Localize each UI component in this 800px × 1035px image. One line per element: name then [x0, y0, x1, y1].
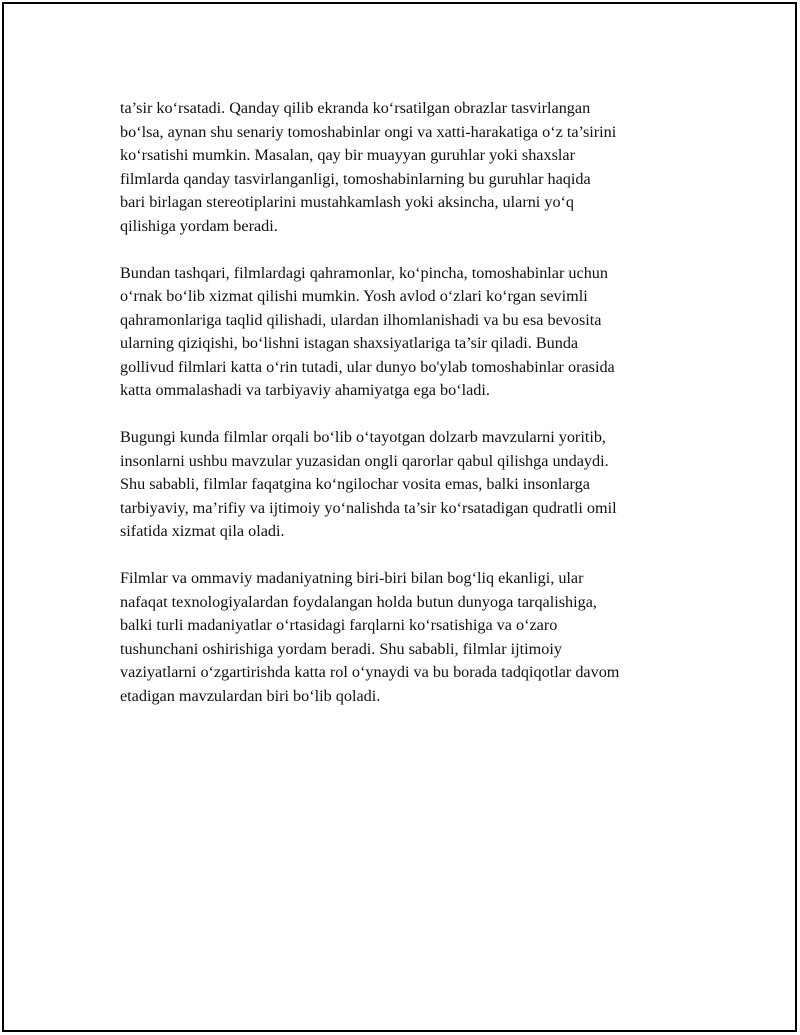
paragraph-4 — [120, 567, 700, 708]
document-body — [120, 97, 700, 732]
text-line: sifatida xizmat qila oladi. — [120, 522, 285, 540]
text-line: Shu sababli, filmlar faqatgina ko‘ngilochar vosita emas, balki insonlarga — [120, 475, 590, 493]
text-line: Bundan tashqari, filmlardagi qahramonlar, ko‘pincha, tomoshabinlar uchun — [120, 263, 608, 282]
text-line: balki turli madaniyatlar o‘rtasidagi farqlarni ko‘rsatishiga va o‘zaro — [120, 616, 558, 634]
text-line: qilishiga yordam beradi. — [120, 216, 278, 235]
text-line: tushunchani oshirishiga yordam beradi. Shu sababli, filmlar ijtimoiy — [120, 639, 562, 658]
text-line: Filmlar va ommaviy madaniyatning biri-biri bilan bog‘liq ekanligi, ular — [120, 569, 584, 587]
text-line: vaziyatlarni o‘zgartirishda katta rol o‘ynaydi va bu borada tadqiqotlar davom — [120, 663, 620, 681]
text-line: nafaqat texnologiyalardan foydalangan holda butun dunyoga tarqalishiga, — [120, 592, 597, 611]
text-line: bo‘lsa, aynan shu senariy tomoshabinlar ongi va xatti-harakatiga o‘z ta’sirini — [120, 122, 617, 141]
text-line: gollivud filmlari katta o‘rin tutadi, ular dunyo bo'ylab tomoshabinlar orasida — [120, 357, 615, 376]
text-line: insonlarni ushbu mavzular yuzasidan ongli qarorlar qabul qilishga undaydi. — [120, 451, 609, 470]
text-line: qahramonlariga taqlid qilishadi, ulardan ilhomlanishadi va bu esa bevosita — [120, 310, 602, 329]
text-line: ularning qiziqishi, bo‘lishni istagan shaxsiyatlariga ta’sir qiladi. Bunda — [120, 334, 579, 352]
paragraph-1 — [120, 97, 700, 238]
text-line: ta’sir ko‘rsatadi. Qanday qilib ekranda ko‘rsatilgan obrazlar tasvirlangan — [120, 99, 591, 117]
text-line: katta ommalashadi va tarbiyaviy ahamiyatga ega bo‘ladi. — [120, 381, 490, 399]
text-line: tarbiyaviy, ma’rifiy va ijtimoiy yo‘nalishda ta’sir ko‘rsatadigan qudratli omil — [120, 498, 617, 517]
paragraph-2 — [120, 262, 700, 403]
text-line: filmlarda qanday tasvirlanganligi, tomoshabinlarning bu guruhlar haqida — [120, 169, 591, 188]
paragraph-3 — [120, 426, 700, 544]
text-line: Bugungi kunda filmlar orqali bo‘lib o‘tayotgan dolzarb mavzularni yoritib, — [120, 428, 606, 446]
text-line: bari birlagan stereotiplarini mustahkamlash yoki aksincha, ularni yo‘q — [120, 193, 575, 211]
text-line: etadigan mavzulardan biri bo‘lib qoladi. — [120, 686, 381, 705]
page — [2, 2, 797, 1032]
text-line: o‘rnak bo‘lib xizmat qilishi mumkin. Yosh avlod o‘zlari ko‘rgan sevimli — [120, 287, 588, 305]
text-line: ko‘rsatishi mumkin. Masalan, qay bir muayyan guruhlar yoki shaxslar — [120, 146, 575, 164]
